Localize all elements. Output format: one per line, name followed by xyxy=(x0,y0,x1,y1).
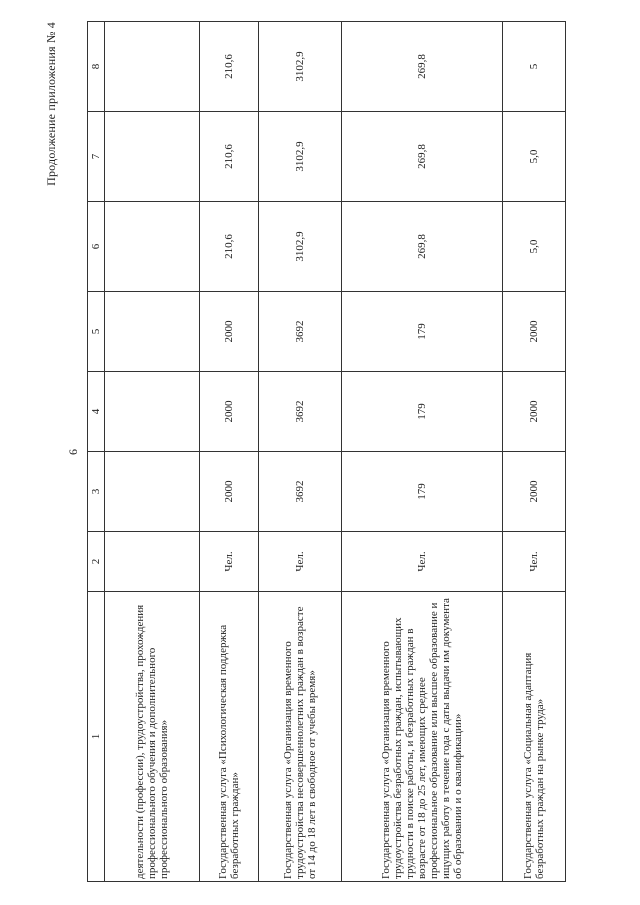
value-cell xyxy=(105,22,200,112)
service-description: деятельности (профессии), трудоустройства, прохождения профессионального обучения и дополнительного профессионального образования» xyxy=(105,592,200,882)
column-header: 2 xyxy=(88,532,105,592)
column-header: 8 xyxy=(88,22,105,112)
table-row xyxy=(259,22,342,882)
value-cell: 3102,9 xyxy=(259,22,342,112)
service-description: Государственная услуга «Организация временного трудоустройства безработных граждан, испытывающих трудности в поиске работы, и безработных граждан в возрасте от 18 до 25 лет, имеющих среднее профессиональное образование или высшее образование и ищущих работу в течение года с даты выдачи им документа об образовании и о квалификации» xyxy=(342,592,503,882)
column-header: 1 xyxy=(88,592,105,882)
table-row xyxy=(200,22,259,882)
value-cell: 3692 xyxy=(259,372,342,452)
value-cell: 5 xyxy=(503,22,566,112)
value-cell: 210,6 xyxy=(200,202,259,292)
services-table xyxy=(87,21,566,882)
value-cell: 2000 xyxy=(200,372,259,452)
column-header: 6 xyxy=(88,202,105,292)
service-description: Государственная услуга «Социальная адаптация безработных граждан на рынке труда» xyxy=(503,592,566,882)
value-cell: 5,0 xyxy=(503,202,566,292)
value-cell: 2000 xyxy=(503,452,566,532)
value-cell: 210,6 xyxy=(200,22,259,112)
unit-cell: Чел. xyxy=(503,532,566,592)
unit-cell xyxy=(105,532,200,592)
value-cell: 179 xyxy=(342,372,503,452)
table-row xyxy=(503,22,566,882)
column-number-row xyxy=(88,22,105,882)
service-description: Государственная услуга «Психологическая поддержка безработных граждан» xyxy=(200,592,259,882)
unit-cell: Чел. xyxy=(342,532,503,592)
appendix-continuation-caption: Продолжение приложения № 4 xyxy=(44,22,58,186)
service-description: Государственная услуга «Организация временного трудоустройства несовершеннолетних граждан в возрасте от 14 до 18 лет в свободное от учебы время» xyxy=(259,592,342,882)
column-header: 7 xyxy=(88,112,105,202)
value-cell: 269,8 xyxy=(342,202,503,292)
value-cell: 3102,9 xyxy=(259,202,342,292)
table-row xyxy=(342,22,503,882)
value-cell xyxy=(105,372,200,452)
value-cell: 210,6 xyxy=(200,112,259,202)
value-cell: 5,0 xyxy=(503,112,566,202)
rotated-landscape-content xyxy=(40,22,600,882)
value-cell xyxy=(105,202,200,292)
value-cell: 2000 xyxy=(503,292,566,372)
value-cell xyxy=(105,112,200,202)
unit-cell: Чел. xyxy=(259,532,342,592)
value-cell: 269,8 xyxy=(342,112,503,202)
value-cell: 3692 xyxy=(259,292,342,372)
value-cell xyxy=(105,452,200,532)
column-header: 5 xyxy=(88,292,105,372)
value-cell xyxy=(105,292,200,372)
value-cell: 3102,9 xyxy=(259,112,342,202)
value-cell: 179 xyxy=(342,452,503,532)
page-number: 6 xyxy=(66,449,80,455)
value-cell: 269,8 xyxy=(342,22,503,112)
value-cell: 179 xyxy=(342,292,503,372)
column-header: 3 xyxy=(88,452,105,532)
table-row xyxy=(105,22,200,882)
column-header: 4 xyxy=(88,372,105,452)
unit-cell: Чел. xyxy=(200,532,259,592)
value-cell: 2000 xyxy=(503,372,566,452)
value-cell: 3692 xyxy=(259,452,342,532)
value-cell: 2000 xyxy=(200,452,259,532)
value-cell: 2000 xyxy=(200,292,259,372)
